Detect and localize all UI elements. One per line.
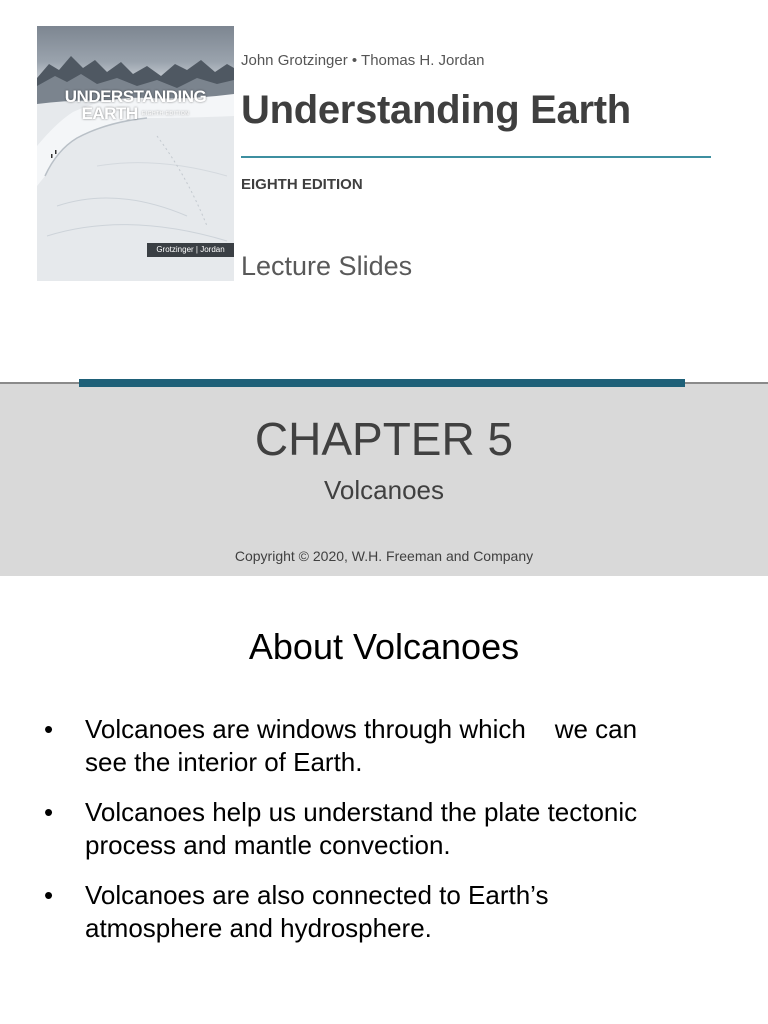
cover-title-line2: EARTH EIGHTH EDITION [81,104,190,123]
cover-authors: Grotzinger | Jordan [147,243,234,257]
cover-title-line1: UNDERSTANDING [64,87,207,106]
bullet-marker: • [44,714,54,744]
list-item [0,879,685,945]
book-cover-image [37,26,234,281]
band-accent-bar [79,379,685,387]
bullet-text: Volcanoes are windows through which we can see the interior of Earth. [85,714,645,777]
cover-edition: EIGHTH EDITION [141,111,190,118]
bullet-marker: • [44,797,54,827]
bullet-text: Volcanoes are also connected to Earth’s atmosphere and hydrosphere. [85,880,549,943]
slide-title: About Volcanoes [248,626,520,667]
chapter-topic: Volcanoes [324,475,444,505]
list-item [0,713,685,779]
lecture-slides-label: Lecture Slides [241,251,413,281]
authors-line: John Grotzinger • Thomas H. Jordan [241,52,485,69]
book-title: Understanding Earth [241,88,631,132]
list-item [0,796,685,862]
bullet-list [0,713,768,962]
cover-title [37,88,234,123]
edition-label: EIGHTH EDITION [241,176,363,193]
title-divider [241,156,711,158]
bullet-marker: • [44,880,54,910]
bullet-text: Volcanoes help us understand the plate tectonic process and mantle convection. [85,797,638,860]
chapter-number: CHAPTER 5 [254,413,514,465]
copyright-notice: Copyright © 2020, W.H. Freeman and Company [234,548,534,564]
